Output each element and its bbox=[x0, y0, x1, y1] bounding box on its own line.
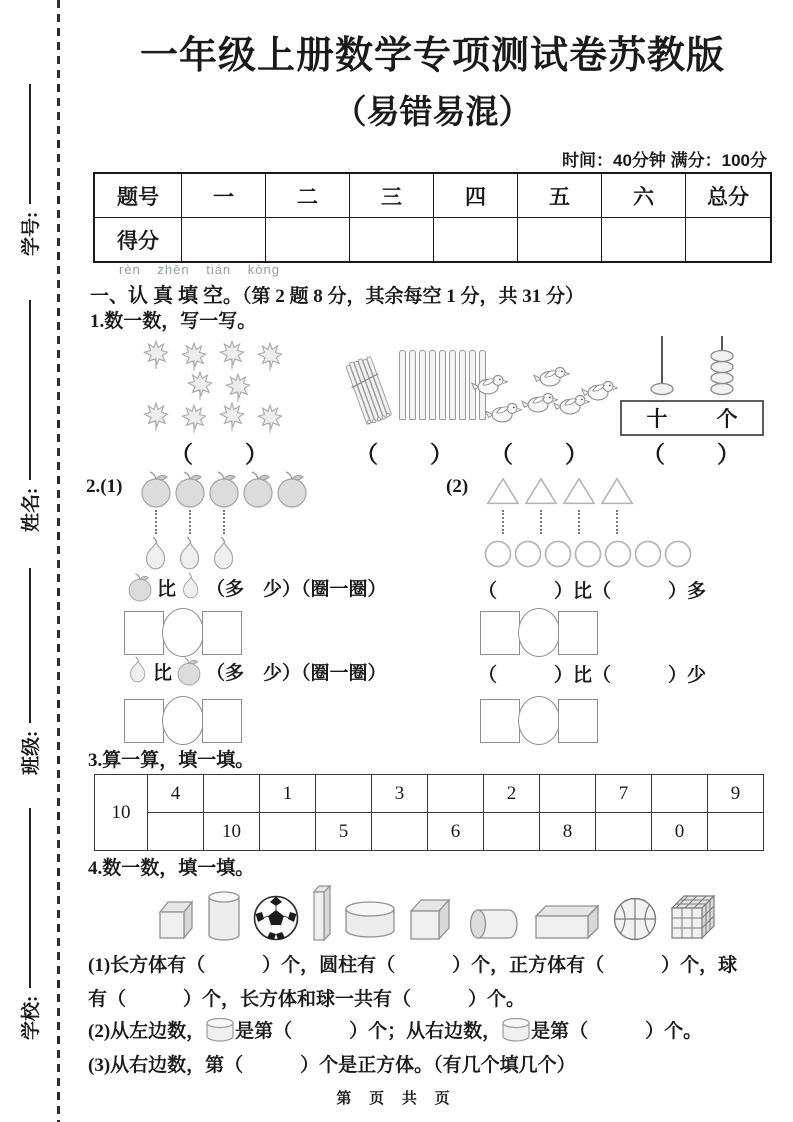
q3-bottom-cell: 6 bbox=[427, 812, 483, 850]
score-table bbox=[93, 172, 772, 263]
compare-options: （多 少）（圈一圈） bbox=[206, 578, 387, 600]
circle-icon bbox=[634, 540, 662, 568]
student-id-line bbox=[29, 84, 31, 204]
pear-icon bbox=[141, 536, 171, 574]
match-dotted-line bbox=[189, 510, 191, 534]
circle-icon bbox=[484, 540, 512, 568]
answer-square bbox=[124, 611, 164, 655]
q4-line2: 有（ ）个，长方体和球一共有（ ）个。 bbox=[88, 989, 526, 1010]
maple-leaf-icon bbox=[138, 402, 174, 432]
q3-bottom-cell bbox=[259, 812, 315, 850]
compare-word: 比 bbox=[157, 578, 177, 600]
q4-line1: (1)长方体有（ ）个，圆柱有（ ）个，正方体有（ ）个，球 bbox=[88, 955, 738, 976]
q4-label: 4.数一数，填一填。 bbox=[88, 858, 255, 879]
match-dotted-line bbox=[540, 510, 542, 534]
score-blank bbox=[265, 217, 349, 261]
q3-top-cell: 1 bbox=[259, 775, 315, 812]
circle-icon bbox=[514, 540, 542, 568]
q3-top-cell bbox=[427, 775, 483, 812]
answer-circle bbox=[518, 696, 560, 745]
wide-cylinder-icon bbox=[344, 898, 396, 942]
q4-line3-post: 是第（ ）个。 bbox=[531, 1021, 703, 1042]
q2-part2-label: (2) bbox=[446, 476, 469, 497]
student-id-field bbox=[16, 84, 43, 256]
answer-square bbox=[124, 699, 164, 743]
q3-top-cell: 4 bbox=[147, 775, 203, 812]
score-row-label: 得分 bbox=[95, 217, 181, 261]
score-col-6: 六 bbox=[601, 174, 685, 217]
answer-square bbox=[202, 611, 242, 655]
q3-bottom-cell: 0 bbox=[651, 812, 707, 850]
bird-icon bbox=[470, 370, 508, 398]
maple-leaf-icon bbox=[182, 371, 218, 401]
q3-bottom-cell bbox=[707, 812, 763, 850]
tall-cuboid-icon bbox=[311, 884, 333, 942]
section1-pinyin: rèn zhēn tián kòng bbox=[119, 262, 280, 277]
apple-icon bbox=[172, 470, 208, 508]
q3-top-cell: 9 bbox=[707, 775, 763, 812]
q3-bottom-cell bbox=[483, 812, 539, 850]
score-col-2: 二 bbox=[265, 174, 349, 217]
q3-make-ten-table bbox=[94, 774, 764, 851]
score-blank bbox=[181, 217, 265, 261]
fold-dashed-line bbox=[57, 0, 60, 1122]
q2-triangles bbox=[486, 476, 634, 506]
score-blank bbox=[601, 217, 685, 261]
q1-answer-blank-2: （ ） bbox=[355, 442, 455, 467]
q2-compare-line-1 bbox=[126, 572, 387, 602]
score-col-1: 一 bbox=[181, 174, 265, 217]
q2-answer-boxes-4 bbox=[480, 696, 598, 745]
q3-top-cell bbox=[539, 775, 595, 812]
q2-part1-label: 2.(1) bbox=[86, 476, 123, 497]
circle-icon bbox=[574, 540, 602, 568]
score-blank bbox=[433, 217, 517, 261]
cube-icon bbox=[407, 896, 455, 942]
q3-top-cell: 2 bbox=[483, 775, 539, 812]
apple-icon bbox=[175, 656, 203, 686]
pear-icon bbox=[175, 536, 205, 574]
q4-line4: (3)从右边数，第（ ）个是正方体。（有几个填几个） bbox=[88, 1055, 576, 1076]
maple-leaf-icon bbox=[176, 342, 212, 372]
q3-top-cell bbox=[203, 775, 259, 812]
q3-bottom-cell bbox=[371, 812, 427, 850]
q1-label: 1.数一数，写一写。 bbox=[90, 311, 257, 332]
match-dotted-line bbox=[502, 510, 504, 534]
score-col-4: 四 bbox=[433, 174, 517, 217]
name-field bbox=[16, 300, 43, 532]
q4-line3-mid: 是第（ ）个；从右边数， bbox=[235, 1021, 502, 1042]
maple-leaf-icon bbox=[214, 402, 250, 432]
score-col-total: 总分 bbox=[685, 174, 770, 217]
class-field bbox=[16, 568, 43, 775]
bird-icon bbox=[580, 376, 618, 404]
q3-bottom-cell: 5 bbox=[315, 812, 371, 850]
long-cuboid-icon bbox=[533, 902, 601, 942]
score-blank bbox=[685, 217, 770, 261]
q2-answer-boxes-3 bbox=[480, 608, 598, 657]
stick-icon bbox=[409, 350, 416, 420]
answer-square bbox=[558, 699, 598, 743]
match-dotted-line bbox=[223, 510, 225, 534]
cylinder-icon bbox=[205, 1017, 235, 1043]
maple-leaf-icon bbox=[138, 340, 174, 370]
q4-line3-pre: (2)从左边数， bbox=[88, 1021, 206, 1042]
q2-right-line-less: （ ）比（ ）少 bbox=[478, 665, 707, 686]
triangle-icon bbox=[486, 476, 520, 506]
match-dotted-line bbox=[616, 510, 618, 534]
school-label: 学校: bbox=[21, 995, 42, 1040]
page-subtitle: （易错易混） bbox=[333, 93, 532, 130]
q1-sticks-group bbox=[343, 348, 473, 430]
answer-square bbox=[480, 611, 520, 655]
stick-icon bbox=[449, 350, 456, 420]
section1-note: 。（第 2 题 8 分，其余每空 1 分，共 31 分） bbox=[223, 286, 585, 307]
stick-icon bbox=[459, 350, 466, 420]
student-id-label: 学号: bbox=[21, 211, 42, 256]
abacus-ones-label: 个 bbox=[716, 407, 738, 431]
basketball-icon bbox=[612, 896, 658, 942]
q3-bottom-cell bbox=[147, 812, 203, 850]
stick-bundle-icon bbox=[343, 352, 395, 428]
q3-label: 3.算一算，填一填。 bbox=[88, 750, 255, 771]
stick-icon bbox=[429, 350, 436, 420]
score-col-5: 五 bbox=[517, 174, 601, 217]
maple-leaf-icon bbox=[252, 404, 288, 434]
q3-bottom-cell: 10 bbox=[203, 812, 259, 850]
compare-options: （多 少）（圈一圈） bbox=[206, 662, 387, 684]
answer-square bbox=[202, 699, 242, 743]
apple-icon bbox=[138, 470, 174, 508]
score-col-3: 三 bbox=[349, 174, 433, 217]
bird-icon bbox=[484, 398, 522, 426]
time-score-info: 时间：40分钟 满分：100分 bbox=[562, 151, 767, 170]
abacus-place-box bbox=[620, 400, 764, 436]
stick-icon bbox=[399, 350, 406, 420]
circle-icon bbox=[604, 540, 632, 568]
apple-icon bbox=[274, 470, 310, 508]
school-line bbox=[29, 808, 31, 988]
circle-icon bbox=[664, 540, 692, 568]
name-label: 姓名: bbox=[21, 487, 42, 532]
q2-answer-boxes-1 bbox=[124, 608, 242, 657]
abacus-tens-label: 十 bbox=[646, 407, 668, 431]
q3-top-cell bbox=[651, 775, 707, 812]
stick-icon bbox=[439, 350, 446, 420]
q1-birds-group bbox=[468, 356, 618, 432]
q4-line3 bbox=[88, 1016, 702, 1043]
apple-icon bbox=[240, 470, 276, 508]
page-footer: 第 页 共 页 bbox=[336, 1091, 457, 1107]
q3-fixed-ten: 10 bbox=[111, 801, 131, 823]
rubiks-cube-icon bbox=[669, 890, 717, 942]
maple-leaf-icon bbox=[176, 404, 212, 434]
q1-leaves-group bbox=[138, 340, 298, 434]
q3-bottom-cell bbox=[595, 812, 651, 850]
maple-leaf-icon bbox=[220, 373, 256, 403]
score-blank bbox=[349, 217, 433, 261]
maple-leaf-icon bbox=[252, 342, 288, 372]
q3-top-cell: 3 bbox=[371, 775, 427, 812]
q2-compare-line-2 bbox=[126, 656, 387, 686]
q3-bottom-cell: 8 bbox=[539, 812, 595, 850]
stick-icon bbox=[419, 350, 426, 420]
answer-square bbox=[558, 611, 598, 655]
cylinder-icon bbox=[207, 890, 241, 942]
pear-icon bbox=[209, 536, 239, 574]
q1-answer-blank-4: （ ） bbox=[642, 442, 742, 467]
lying-cylinder-icon bbox=[466, 906, 522, 942]
answer-square bbox=[480, 699, 520, 743]
pear-icon bbox=[126, 656, 150, 686]
class-label: 班级: bbox=[21, 730, 42, 775]
triangle-icon bbox=[600, 476, 634, 506]
q1-answer-blank-1: （ ） bbox=[170, 442, 270, 467]
section1-heading bbox=[90, 279, 584, 308]
soccer-ball-icon bbox=[252, 894, 300, 942]
match-dotted-line bbox=[578, 510, 580, 534]
q4-shapes-row bbox=[156, 884, 717, 942]
class-line bbox=[29, 568, 31, 723]
q2-right-line-more: （ ）比（ ）多 bbox=[478, 581, 707, 602]
abacus-rods-icon bbox=[620, 336, 764, 396]
answer-circle bbox=[518, 608, 560, 657]
section1-number: 一、 bbox=[90, 286, 129, 307]
compare-word: 比 bbox=[153, 662, 173, 684]
score-blank bbox=[517, 217, 601, 261]
match-dotted-line bbox=[155, 510, 157, 534]
q2-answer-boxes-2 bbox=[124, 696, 242, 745]
q3-top-cell bbox=[315, 775, 371, 812]
page-title: 一年级上册数学专项测试卷苏教版 bbox=[139, 35, 725, 77]
answer-circle bbox=[162, 608, 204, 657]
section1-title: 认 真 填 空 bbox=[128, 285, 224, 307]
q2-circles bbox=[484, 540, 692, 568]
cylinder-icon bbox=[501, 1017, 531, 1043]
pear-icon bbox=[179, 572, 203, 602]
apple-icon bbox=[126, 572, 154, 602]
name-line bbox=[29, 300, 31, 480]
q3-top-cell: 7 bbox=[595, 775, 651, 812]
score-table-corner: 题号 bbox=[117, 184, 159, 209]
school-field bbox=[16, 808, 43, 1040]
bird-icon bbox=[532, 362, 570, 390]
cuboid-icon bbox=[156, 898, 196, 942]
answer-circle bbox=[162, 696, 204, 745]
triangle-icon bbox=[524, 476, 558, 506]
apple-icon bbox=[206, 470, 242, 508]
q1-abacus-group bbox=[620, 336, 764, 436]
q1-answer-blank-3: （ ） bbox=[490, 442, 590, 467]
triangle-icon bbox=[562, 476, 596, 506]
maple-leaf-icon bbox=[214, 340, 250, 370]
circle-icon bbox=[544, 540, 572, 568]
